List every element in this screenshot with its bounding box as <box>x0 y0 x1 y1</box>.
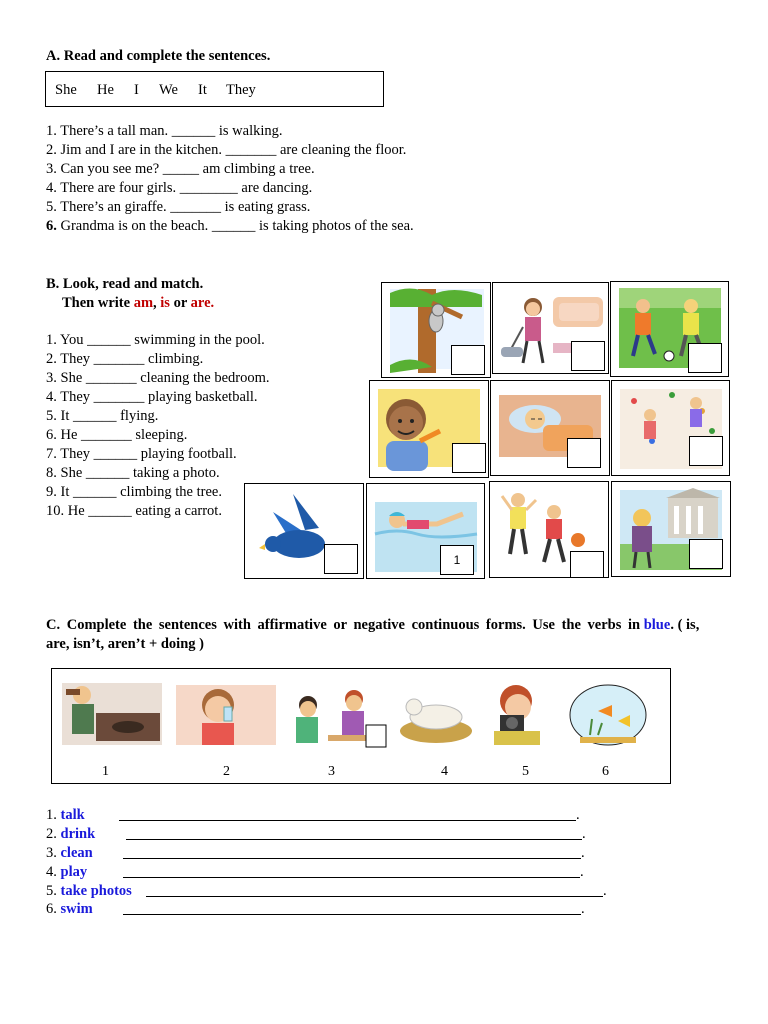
write-line-4[interactable] <box>123 877 580 878</box>
picture-number: 1 <box>102 764 109 779</box>
word-she: She <box>55 82 77 98</box>
answer-box[interactable] <box>571 341 605 371</box>
sentence-b-4: 4. They _______ playing basketball. <box>46 389 258 405</box>
sentence-a-6-number: 6. <box>46 218 57 234</box>
write-line-3[interactable] <box>123 858 581 859</box>
write-line-5[interactable] <box>146 896 603 897</box>
word-it: It <box>198 82 207 98</box>
sentence-b-9: 9. It ______ climbing the tree. <box>46 484 222 500</box>
cat-climbing-tree-icon <box>381 282 491 378</box>
sentence-b-5: 5. It ______ flying. <box>46 408 159 424</box>
sentence-b-2: 2. They _______ climbing. <box>46 351 204 367</box>
picture-number: 4 <box>441 764 448 779</box>
section-c-heading-line2: are, isn’t, aren’t + doing ) <box>46 636 204 652</box>
sentence-a-2: 2. Jim and I are in the kitchen. _______ are cleaning the floor. <box>46 142 407 158</box>
item-c-2: 2. drink <box>46 826 96 842</box>
option-am: am <box>133 295 154 311</box>
answer-box[interactable]: 1 <box>440 545 474 575</box>
girl-swimming-icon <box>366 483 485 579</box>
cat-sleeping-icon <box>400 699 472 743</box>
answer-box[interactable] <box>689 539 723 569</box>
sentence-a-3: 3. Can you see me? _____ am climbing a tree. <box>46 161 315 177</box>
picture-number: 3 <box>328 764 335 779</box>
boy-eating-carrot-icon <box>369 380 489 478</box>
girl-vacuuming-icon <box>492 282 609 374</box>
verb-play: play <box>60 864 88 880</box>
sentence-a-1: 1. There’s a tall man. ______ is walking. <box>46 123 283 139</box>
word-he: He <box>97 82 114 98</box>
answer-box[interactable] <box>567 438 601 468</box>
verb-clean: clean <box>60 845 93 861</box>
sentence-b-10: 10. He ______ eating a carrot. <box>46 503 222 519</box>
sentence-b-3: 3. She _______ cleaning the bedroom. <box>46 370 270 386</box>
option-are: are <box>190 295 211 311</box>
girl-drinking-icon <box>176 685 276 745</box>
parrot-flying-icon <box>244 483 364 579</box>
option-is: is <box>160 295 170 311</box>
item-c-6: 6. swim <box>46 901 93 917</box>
item-c-4: 4. play <box>46 864 88 880</box>
man-cooking-icon <box>62 683 162 745</box>
sentence-b-6: 6. He _______ sleeping. <box>46 427 188 443</box>
item-c-5: 5. take photos <box>46 883 132 899</box>
write-line-6[interactable] <box>123 914 581 915</box>
sentence-b-7: 7. They ______ playing football. <box>46 446 237 462</box>
kids-playing-football-icon <box>610 281 729 377</box>
kids-eating-icon <box>296 690 386 747</box>
answer-box[interactable] <box>688 343 722 373</box>
picture-strip <box>51 668 671 784</box>
answer-box[interactable] <box>324 544 358 574</box>
write-line-2[interactable] <box>126 839 582 840</box>
word-bank <box>45 71 384 107</box>
verb-swim: swim <box>60 901 93 917</box>
word-i: I <box>134 82 139 98</box>
kids-climbing-wall-icon <box>611 380 730 476</box>
item-c-1: 1. talk <box>46 807 85 823</box>
word-they: They <box>226 82 256 98</box>
picture-number: 5 <box>522 764 529 779</box>
sentence-a-6 <box>46 217 414 236</box>
verb-drink: drink <box>60 826 96 842</box>
sentence-a-5: 5. There’s an giraffe. _______ is eating grass. <box>46 199 311 215</box>
sentence-a-4: 4. There are four girls. ________ are dancing. <box>46 180 313 196</box>
picture-number: 2 <box>223 764 230 779</box>
write-line-1[interactable] <box>119 820 576 821</box>
answer-box[interactable] <box>570 551 604 578</box>
item-c-3: 3. clean <box>46 845 93 861</box>
boys-playing-basketball-icon <box>489 481 609 578</box>
boy-taking-photo-icon <box>494 685 540 745</box>
girl-taking-photo-icon <box>611 481 731 577</box>
sentence-b-8: 8. She ______ taking a photo. <box>46 465 220 481</box>
boy-sleeping-icon <box>490 380 610 476</box>
section-a-heading: A. Read and complete the sentences. <box>46 48 271 64</box>
picture-number: 6 <box>602 764 609 779</box>
sentence-a-6-text: Grandma is on the beach. ______ is taking photos of the sea. <box>60 218 414 234</box>
fish-bowl-icon <box>570 685 646 745</box>
section-b-heading: B. Look, read and match. <box>46 276 204 292</box>
sentence-b-1: 1. You ______ swimming in the pool. <box>46 332 265 348</box>
blue-word: blue <box>643 617 671 633</box>
section-c-heading: C. Complete the sentences with affirmative or negative continuous forms. Use the verbs in blue. ( is, <box>46 617 700 633</box>
verb-take-photos: take photos <box>60 883 132 899</box>
answer-box[interactable] <box>689 436 723 466</box>
answer-box[interactable] <box>452 443 486 473</box>
answer-box[interactable] <box>451 345 485 375</box>
verb-talk: talk <box>60 807 85 823</box>
section-b-subheading: Then write am, is or are. <box>62 295 215 311</box>
word-we: We <box>159 82 178 98</box>
